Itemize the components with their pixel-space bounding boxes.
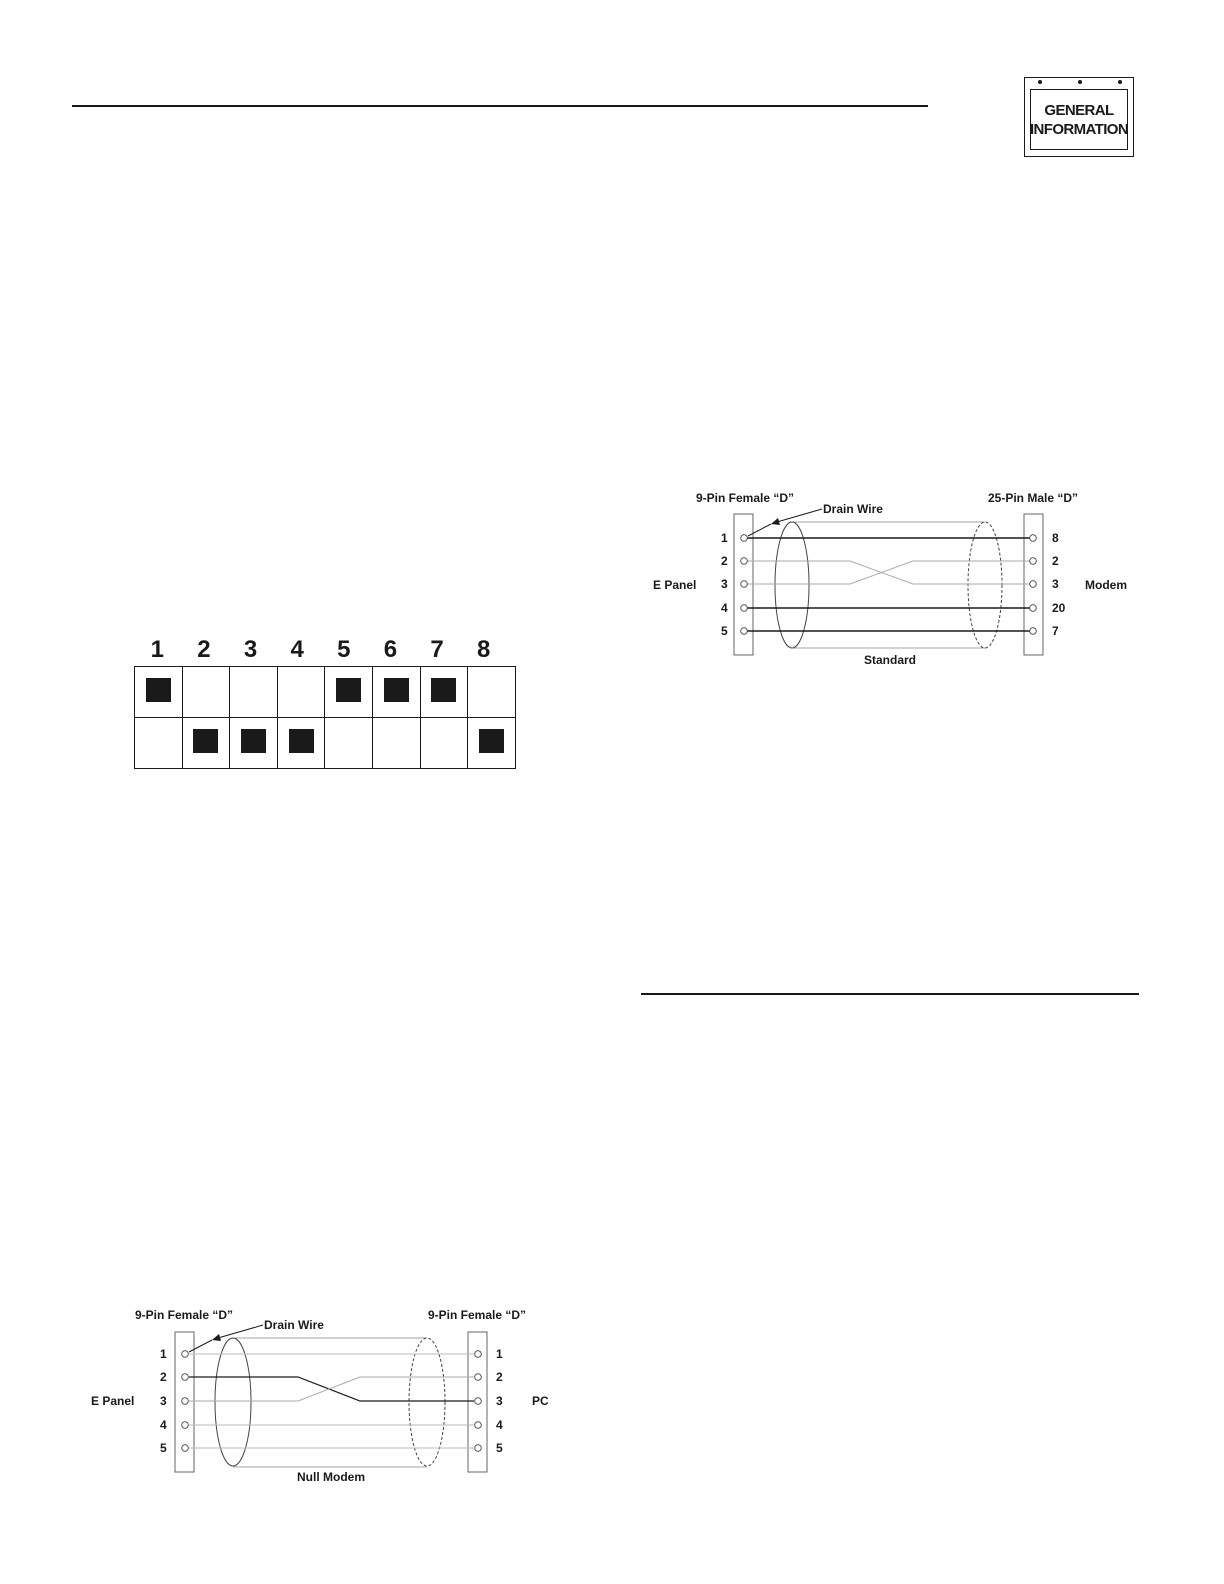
- badge-rivet-icon: [1118, 80, 1122, 84]
- dip-switch-actuator: [336, 678, 361, 702]
- left-pin-number: 1: [160, 1347, 167, 1361]
- wire-3-crossed: [747, 561, 1030, 584]
- left-connector-label: 9-Pin Female “D”: [135, 1308, 234, 1322]
- dip-bottom-cell-8: [468, 718, 516, 769]
- right-pin-number: 7: [1052, 624, 1059, 638]
- right-pin-number: 8: [1052, 531, 1059, 545]
- right-pin-number: 3: [496, 1394, 503, 1408]
- left-pin-number: 3: [160, 1394, 167, 1408]
- badge-rivet-icon: [1078, 80, 1082, 84]
- left-pin-icon: [741, 581, 748, 588]
- dip-number: 6: [383, 636, 398, 663]
- left-pin-icon: [741, 605, 748, 612]
- dip-top-cell-8: [468, 667, 516, 718]
- dip-top-cell-6: [372, 667, 420, 718]
- dip-row-bottom: [135, 718, 516, 769]
- dip-number: 7: [430, 636, 444, 663]
- dip-switch-actuator: [193, 729, 218, 753]
- dip-top-cell-1: [135, 667, 183, 718]
- dip-bottom-cell-7: [420, 718, 468, 769]
- left-pin-icon: [182, 1398, 189, 1405]
- dip-number: 2: [197, 636, 211, 663]
- dip-switch-actuator: [431, 678, 456, 702]
- dip-row-top: [135, 667, 516, 718]
- right-pin-icon: [475, 1351, 482, 1358]
- right-pin-number: 1: [496, 1347, 503, 1361]
- drain-wire-arrow-icon: [771, 518, 780, 525]
- left-pin-number: 2: [160, 1370, 167, 1384]
- left-pin-number: 4: [160, 1418, 167, 1432]
- dip-number: 4: [290, 636, 304, 663]
- dip-switch-grid: [134, 666, 516, 769]
- left-pin-icon: [741, 535, 748, 542]
- dip-top-cell-5: [325, 667, 373, 718]
- right-pin-number: 3: [1052, 577, 1059, 591]
- right-pin-number: 2: [1052, 554, 1059, 568]
- wire-2-crossed: [747, 561, 1030, 584]
- side-label-right: Modem: [1085, 578, 1127, 592]
- dip-switch-actuator: [146, 678, 171, 702]
- header-rule: [72, 105, 928, 107]
- dip-switch-actuator: [384, 678, 409, 702]
- cable-caption: Null Modem: [297, 1470, 365, 1484]
- section-rule: [641, 993, 1139, 995]
- dip-switch-actuator: [289, 729, 314, 753]
- right-connector-label: 25-Pin Male “D”: [988, 491, 1079, 505]
- left-pin-number: 2: [721, 554, 728, 568]
- right-pin-icon: [1030, 581, 1037, 588]
- dip-bottom-cell-4: [277, 718, 325, 769]
- side-label-left: E Panel: [653, 578, 697, 592]
- dip-bottom-cell-5: [325, 718, 373, 769]
- drain-wire-tap: [189, 1340, 212, 1352]
- right-pin-number: 2: [496, 1370, 503, 1384]
- left-pin-number: 5: [721, 624, 728, 638]
- dip-bottom-cell-6: [372, 718, 420, 769]
- left-pin-icon: [741, 558, 748, 565]
- dip-top-cell-3: [230, 667, 278, 718]
- badge-line-1: GENERAL: [1044, 101, 1114, 119]
- drain-wire-label: Drain Wire: [823, 502, 883, 516]
- right-pin-icon: [1030, 535, 1037, 542]
- dip-number: 1: [150, 636, 164, 663]
- right-pin-icon: [475, 1374, 482, 1381]
- right-pin-icon: [1030, 628, 1037, 635]
- dip-top-cell-2: [182, 667, 230, 718]
- null-modem-cable-diagram: [80, 1300, 580, 1490]
- drain-wire-label: Drain Wire: [264, 1318, 324, 1332]
- right-pin-number: 20: [1052, 601, 1066, 615]
- right-pin-icon: [475, 1445, 482, 1452]
- drain-wire-arrow-icon: [212, 1334, 221, 1341]
- drain-wire-leader: [218, 1325, 263, 1338]
- right-pin-icon: [1030, 605, 1037, 612]
- dip-bottom-cell-2: [182, 718, 230, 769]
- dip-switch-numbers: [134, 636, 507, 664]
- left-pin-icon: [182, 1422, 189, 1429]
- left-pin-number: 5: [160, 1441, 167, 1455]
- left-pin-icon: [182, 1351, 189, 1358]
- general-information-badge: [1024, 77, 1134, 157]
- wire-3-crossed: [189, 1377, 474, 1401]
- dip-switch-diagram: [134, 636, 516, 769]
- dip-bottom-cell-1: [135, 718, 183, 769]
- dip-switch-actuator: [241, 729, 266, 753]
- right-pin-number: 4: [496, 1418, 503, 1432]
- right-pin-number: 5: [496, 1441, 503, 1455]
- right-pin-icon: [1030, 558, 1037, 565]
- side-label-right: PC: [532, 1394, 549, 1408]
- drain-wire-leader: [777, 509, 822, 522]
- left-pin-icon: [182, 1374, 189, 1381]
- left-pin-number: 1: [721, 531, 728, 545]
- dip-switch-actuator: [479, 729, 504, 753]
- left-connector-label: 9-Pin Female “D”: [696, 491, 795, 505]
- dip-top-cell-4: [277, 667, 325, 718]
- cable-shield: [775, 522, 1002, 648]
- standard-cable-diagram: [640, 484, 1140, 674]
- dip-bottom-cell-3: [230, 718, 278, 769]
- left-pin-number: 4: [721, 601, 728, 615]
- badge-frame: [1030, 89, 1128, 150]
- drain-wire-tap: [748, 524, 771, 536]
- right-connector-label: 9-Pin Female “D”: [428, 1308, 527, 1322]
- right-pin-icon: [475, 1422, 482, 1429]
- dip-number: 8: [477, 636, 491, 663]
- dip-number: 5: [337, 636, 351, 663]
- cable-caption: Standard: [864, 653, 917, 667]
- left-pin-number: 3: [721, 577, 728, 591]
- wire-2-crossed: [189, 1377, 474, 1401]
- badge-rivet-icon: [1038, 80, 1042, 84]
- left-pin-icon: [182, 1445, 189, 1452]
- dip-number: 3: [243, 636, 258, 663]
- side-label-left: E Panel: [91, 1394, 135, 1408]
- left-pin-icon: [741, 628, 748, 635]
- badge-line-2: INFORMATION: [1029, 120, 1129, 138]
- dip-top-cell-7: [420, 667, 468, 718]
- right-pin-icon: [475, 1398, 482, 1405]
